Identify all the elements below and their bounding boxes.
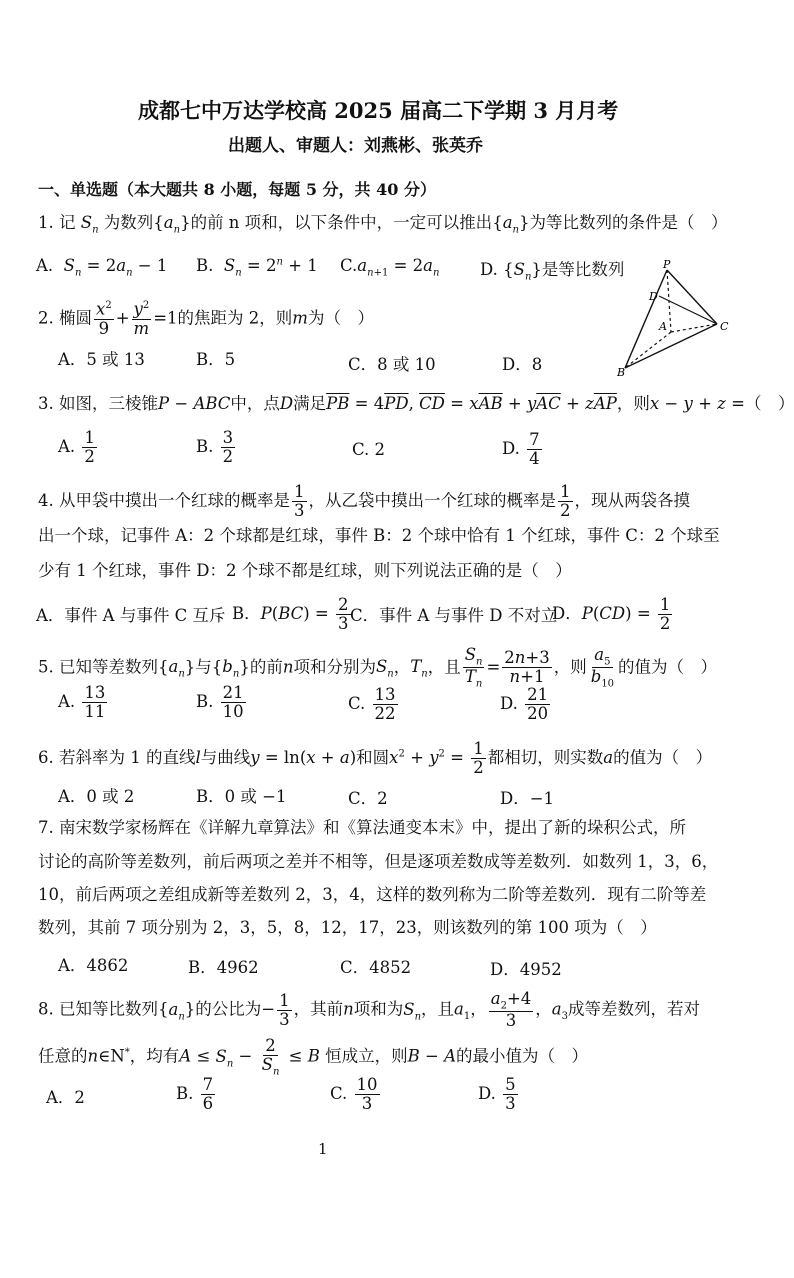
question-5-stem: 5. 已知等差数列$\{a_n\}$与$\{b_n\}$的前n项和分别为$S_n$，$T_n$，且 $\frac{S_n}{T_n}$ = $\frac{2n+3}{n+1}$ ，则 $\frac{a_5}{b_{10}}$ 的值为（ ） (38, 645, 718, 690)
label-b: B (617, 366, 626, 379)
page-subtitle-authors: 出题人、审题人：刘燕彬、张英乔 (228, 136, 483, 156)
edge-pc (667, 270, 717, 324)
edge-pb (625, 270, 667, 368)
question-7-option-a: A．4862 (58, 956, 129, 975)
label-a: A (659, 320, 667, 333)
question-4-line-1: 4. 从甲袋中摸出一个红球的概率是 $\frac{1}{3}$ ，从乙袋中摸出一个红球的概率是 $\frac{1}{2}$ ，现从两袋各摸 (38, 482, 690, 521)
question-5-option-d: D. $\frac{21}{20}$ (500, 685, 549, 724)
question-8-option-a: A．2 (46, 1088, 85, 1107)
question-2-stem: 2. 椭圆 $\frac{x^2}{9}$ + $\frac{y^2}{m}$ =1的焦距为 2，则m为（ ） (38, 299, 374, 338)
question-4-line-3: 少有 1 个红球，事件 D：2 个球不都是红球，则下列说法正确的是（ ） (38, 561, 572, 580)
question-5-option-b: B. $\frac{21}{10}$ (196, 683, 244, 722)
question-7-line-1: 7. 南宋数学家杨辉在《详解九章算法》和《算法通变本末》中，提出了新的垛积公式，所 (38, 818, 686, 837)
question-6-option-b: B．0 或 −1 (196, 787, 287, 806)
question-1-option-d: D. $\{S_n\}$是等比数列 (480, 260, 625, 283)
segment-dc (659, 296, 717, 324)
question-3-option-c: C. 2 (352, 440, 386, 459)
question-8-option-c: C. $\frac{10}{3}$ (330, 1075, 378, 1114)
question-8-option-d: D. $\frac{5}{3}$ (478, 1075, 516, 1114)
question-7-option-b: B．4962 (188, 958, 259, 977)
question-8-line-2: 任意的n∈N*，均有$A \le S_n$ − $\frac{2}{S_n}$ ≤ B 恒成立，则B − A的最小值为（ ） (38, 1036, 589, 1078)
question-2-option-d: D．8 (502, 355, 543, 374)
question-3-option-b: B. $\frac{3}{2}$ (196, 428, 234, 467)
question-8-option-b: B. $\frac{7}{6}$ (176, 1075, 214, 1114)
question-5-option-a: A. $\frac{13}{11}$ (58, 683, 106, 722)
question-4-option-d: D．P(CD) = $\frac{1}{2}$ (552, 595, 671, 634)
question-1-stem: 1. 记 $S_n$ 为数列$\{a_n\}$的前 n 项和，以下条件中，一定可以推出$\{a_n\}$为等比数列的条件是（ ） (38, 213, 728, 236)
question-2-option-a: A．5 或 13 (58, 350, 145, 369)
label-c: C (720, 320, 729, 333)
question-7-option-c: C．4852 (340, 958, 412, 977)
question-1-option-a: A. $S_n = 2a_n - 1$ (36, 256, 168, 279)
question-7-line-4: 数列，其前 7 项分别为 2，3，5，8，12，17，23，则该数列的第 100 项为（ ） (38, 918, 657, 937)
question-7-option-d: D．4952 (490, 960, 562, 979)
question-6-option-c: C．2 (348, 789, 388, 808)
question-5-option-c: C. $\frac{13}{22}$ (348, 685, 396, 724)
question-4-option-b: B．P(BC) = $\frac{2}{3}$ (232, 595, 349, 634)
page-number: 1 (318, 1140, 328, 1158)
question-6-option-d: D．−1 (500, 789, 555, 808)
question-2-option-b: B．5 (196, 350, 236, 369)
pyramid-figure (615, 258, 735, 380)
question-8-line-1: 8. 已知等比数列$\{a_n\}$的公比为− $\frac{1}{3}$ ，其前n项和为$S_n$，且$a_1$， $\frac{a_2+4}{3}$ ，$a_3$成等差数列，若对 (38, 989, 701, 1031)
label-d: D (649, 290, 658, 303)
question-7-line-3: 10，前后两项之差组成新等差数列 2，3，4，这样的数列称为二阶等差数列．现有二阶等差 (38, 885, 707, 904)
question-4-option-c: C．事件 A 与事件 D 不对立 (350, 606, 558, 625)
question-3-stem: 3. 如图，三棱锥P − ABC中，点D满足$\overline{PB} = 4\overline{PD}$, $\overline{CD} = x\overline{AB} + y\overline{AC} + z\overline{AP}$，则x − y + z =（ ） (38, 394, 794, 413)
question-1-option-b: B. $S_n = 2^n + 1$ (196, 256, 318, 279)
section-heading: 一、单选题（本大题共 8 小题，每题 5 分，共 40 分） (38, 180, 436, 199)
question-2-option-c: C．8 或 10 (348, 355, 436, 374)
question-4-line-2: 出一个球，记事件 A：2 个球都是红球，事件 B：2 个球中恰有 1 个红球，事件 C：2 个球至 (38, 526, 720, 545)
question-3-option-a: A. $\frac{1}{2}$ (58, 428, 95, 467)
question-3-option-d: D. $\frac{7}{4}$ (502, 430, 540, 469)
question-1-option-c: $C.a_{n+1} = 2a_n$ (340, 256, 440, 279)
question-6-stem: 6. 若斜率为 1 的直线l与曲线y = ln(x + a)和圆$x^2 + y^2$ = $\frac{1}{2}$ 都相切，则实数a的值为（ ） (38, 739, 713, 778)
page-title: 成都七中万达学校高 2025 届高二下学期 3 月月考 (138, 98, 619, 123)
question-6-option-a: A．0 或 2 (58, 787, 135, 806)
question-4-option-a: A．事件 A 与事件 C 互斥 (36, 606, 226, 625)
label-p: P (663, 258, 671, 271)
question-7-line-2: 讨论的高阶等差数列，前后两项之差并不相等，但是逐项差数成等差数列．如数列 1，3，6， (38, 852, 719, 871)
